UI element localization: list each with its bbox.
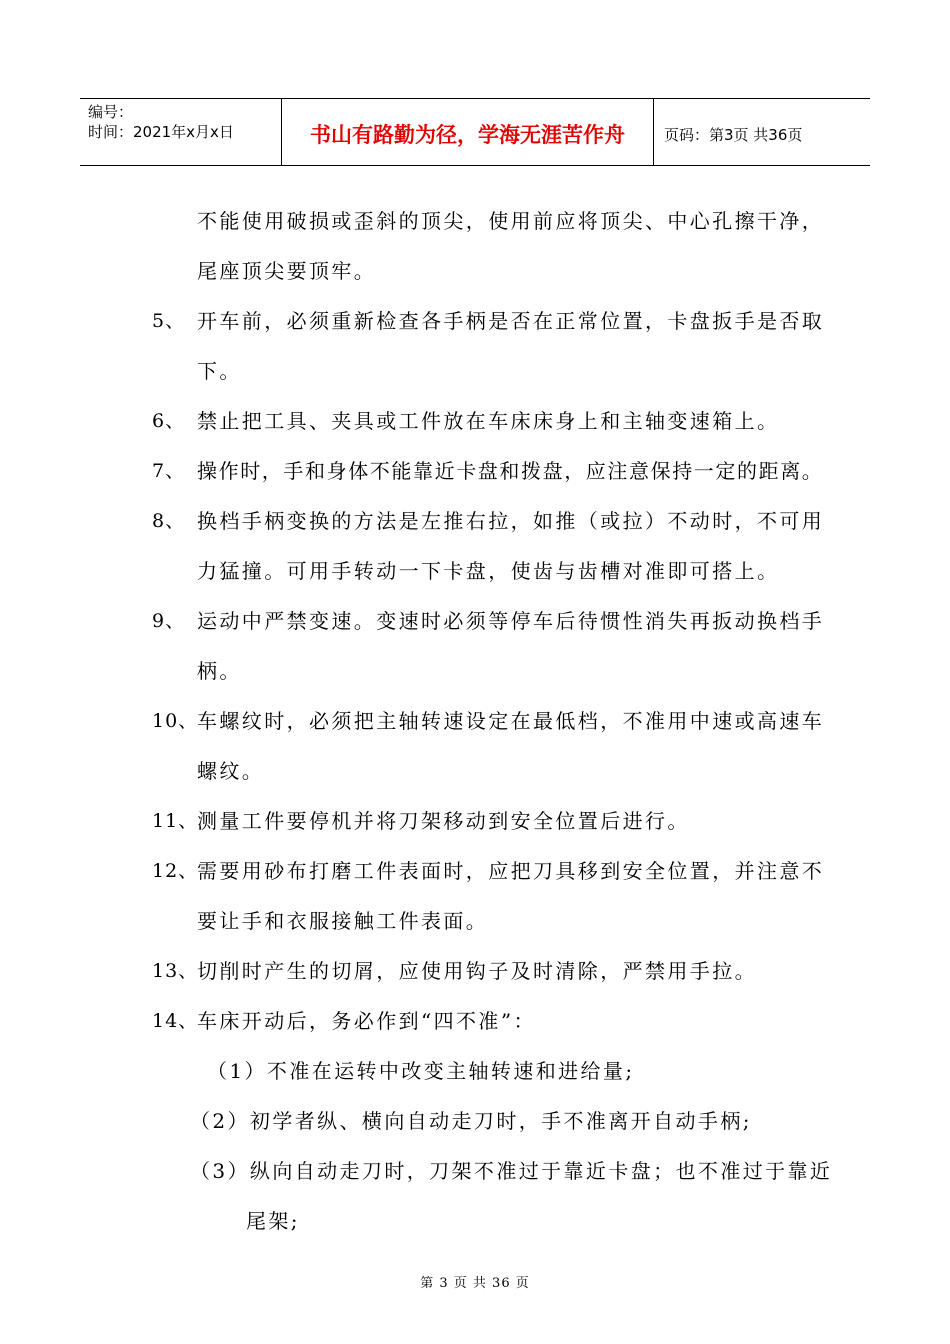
item-text: 力猛撞。可用手转动一下卡盘，使齿与齿槽对准即可搭上。 <box>197 559 780 583</box>
item-text: 螺纹。 <box>197 759 265 783</box>
item-text: 开车前，必须重新检查各手柄是否在正常位置，卡盘扳手是否取 <box>197 309 825 333</box>
item-text: 测量工件要停机并将刀架移动到安全位置后进行。 <box>197 809 690 833</box>
code-label: 编号： <box>88 103 134 121</box>
item-number: 10、 <box>152 710 199 732</box>
item-number: 7、 <box>152 460 186 482</box>
item-text: 操作时，手和身体不能靠近卡盘和拨盘，应注意保持一定的距离。 <box>197 459 824 483</box>
item-number: 13、 <box>152 960 199 982</box>
page-info: 页码：第3页 共36页 <box>664 125 803 144</box>
item-number: 11、 <box>152 810 199 832</box>
intro-line: 不能使用破损或歪斜的顶尖，使用前应将顶尖、中心孔擦干净， <box>197 209 825 233</box>
item-text: 切削时产生的切屑，应使用钩子及时清除，严禁用手拉。 <box>197 959 757 983</box>
item-number: 14、 <box>152 1010 199 1032</box>
item-number: 12、 <box>152 860 199 882</box>
header-table <box>80 98 870 166</box>
time-label: 时间：2021年x月x日 <box>88 123 234 141</box>
item-number: 6、 <box>152 410 186 432</box>
item-text: 下。 <box>197 359 242 383</box>
item-text: 需要用砂布打磨工件表面时，应把刀具移到安全位置，并注意不 <box>197 859 825 883</box>
item-text: 换档手柄变换的方法是左推右拉，如推（或拉）不动时，不可用 <box>197 509 825 533</box>
item-number: 9、 <box>152 610 186 632</box>
sub-item-text: 尾架; <box>246 1209 300 1233</box>
item-text: 运动中严禁变速。变速时必须等停车后待惯性消失再扳动换档手 <box>197 609 825 633</box>
page-footer: 第 3 页 共 36 页 <box>420 1276 530 1291</box>
sub-item-text: （2）初学者纵、横向自动走刀时，手不准离开自动手柄; <box>190 1109 752 1133</box>
sub-item-text: （1）不准在运转中改变主轴转速和进给量; <box>207 1059 635 1083</box>
intro-line: 尾座顶尖要顶牢。 <box>197 259 377 283</box>
sub-item-text: （3）纵向自动走刀时，刀架不准过于靠近卡盘；也不准过于靠近 <box>190 1159 833 1183</box>
header-motto-cell <box>282 99 654 165</box>
item-text: 车螺纹时，必须把主轴转速设定在最低档，不准用中速或高速车 <box>197 709 825 733</box>
item-text: 车床开动后，务必作到“四不准”： <box>197 1009 536 1033</box>
motto-text: 书山有路勤为径，学海无涯苦作舟 <box>310 123 625 147</box>
item-number: 5、 <box>152 310 186 332</box>
header-meta-cell <box>80 99 282 165</box>
item-text: 要让手和衣服接触工件表面。 <box>197 909 489 933</box>
item-text: 禁止把工具、夹具或工件放在车床床身上和主轴变速箱上。 <box>197 409 780 433</box>
item-number: 8、 <box>152 510 186 532</box>
header-page-cell <box>654 99 870 165</box>
item-text: 柄。 <box>197 659 242 683</box>
